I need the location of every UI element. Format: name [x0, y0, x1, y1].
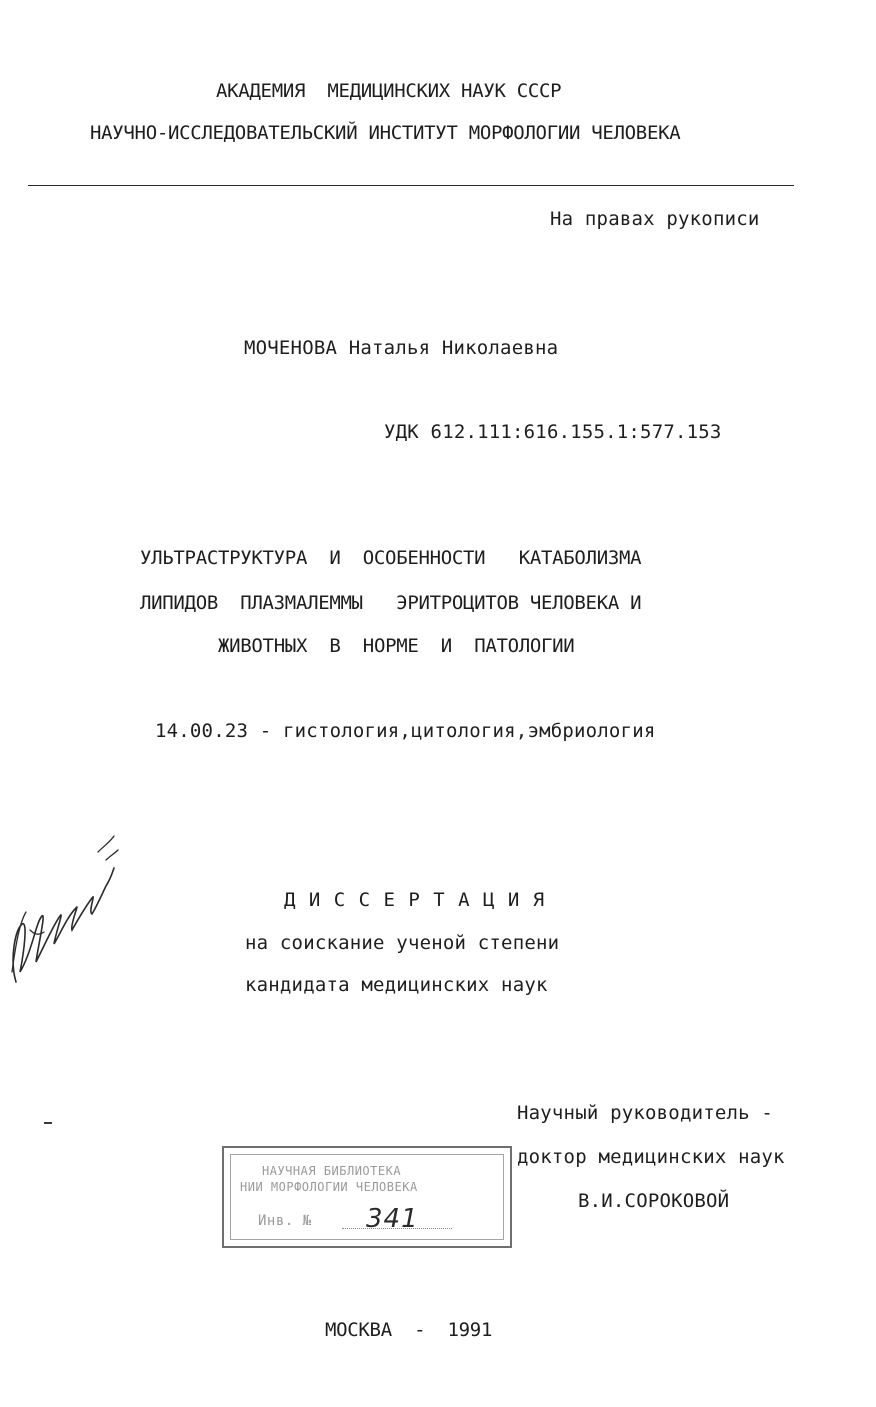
handwritten-signature [2, 812, 122, 992]
supervisor-title: доктор медицинских наук [517, 1146, 785, 1168]
scan-speck [44, 1122, 52, 1124]
dissertation-degree-line: на соискание ученой степени [245, 932, 560, 954]
city-year: МОСКВА - 1991 [325, 1319, 493, 1341]
dissertation-heading: Д И С С Е Р Т А Ц И Я [284, 889, 546, 911]
udc-code: УДК 612.111:616.155.1:577.153 [384, 421, 722, 443]
academy-name: АКАДЕМИЯ МЕДИЦИНСКИХ НАУК СССР [216, 80, 562, 102]
author-name: МОЧЕНОВА Наталья Николаевна [244, 337, 559, 359]
title-line-2: ЛИПИДОВ ПЛАЗМАЛЕММЫ ЭРИТРОЦИТОВ ЧЕЛОВЕКА И [140, 592, 642, 614]
stamp-institute-name: НИИ МОРФОЛОГИИ ЧЕЛОВЕКА [240, 1180, 418, 1194]
supervisor-role: Научный руководитель - [517, 1102, 774, 1124]
header-divider [28, 185, 794, 186]
title-line-3: ЖИВОТНЫХ В НОРМЕ И ПАТОЛОГИИ [218, 635, 575, 657]
dissertation-field-line: кандидата медицинских наук [245, 974, 548, 996]
stamp-library-name: НАУЧНАЯ БИБЛИОТЕКА [262, 1164, 402, 1178]
stamp-inventory-number: 341 [366, 1204, 419, 1234]
title-line-1: УЛЬТРАСТРУКТУРА И ОСОБЕННОСТИ КАТАБОЛИЗМА [140, 547, 642, 569]
specialty-code: 14.00.23 - гистология,цитология,эмбриология [155, 720, 656, 742]
institute-name: НАУЧНО-ИССЛЕДОВАТЕЛЬСКИЙ ИНСТИТУТ МОРФОЛОГИИ ЧЕЛОВЕКА [90, 122, 681, 144]
library-stamp [222, 1146, 512, 1248]
stamp-inventory-label: Инв. № [258, 1213, 312, 1229]
supervisor-name: В.И.СОРОКОВОЙ [578, 1190, 730, 1212]
manuscript-note: На правах рукописи [550, 208, 760, 230]
